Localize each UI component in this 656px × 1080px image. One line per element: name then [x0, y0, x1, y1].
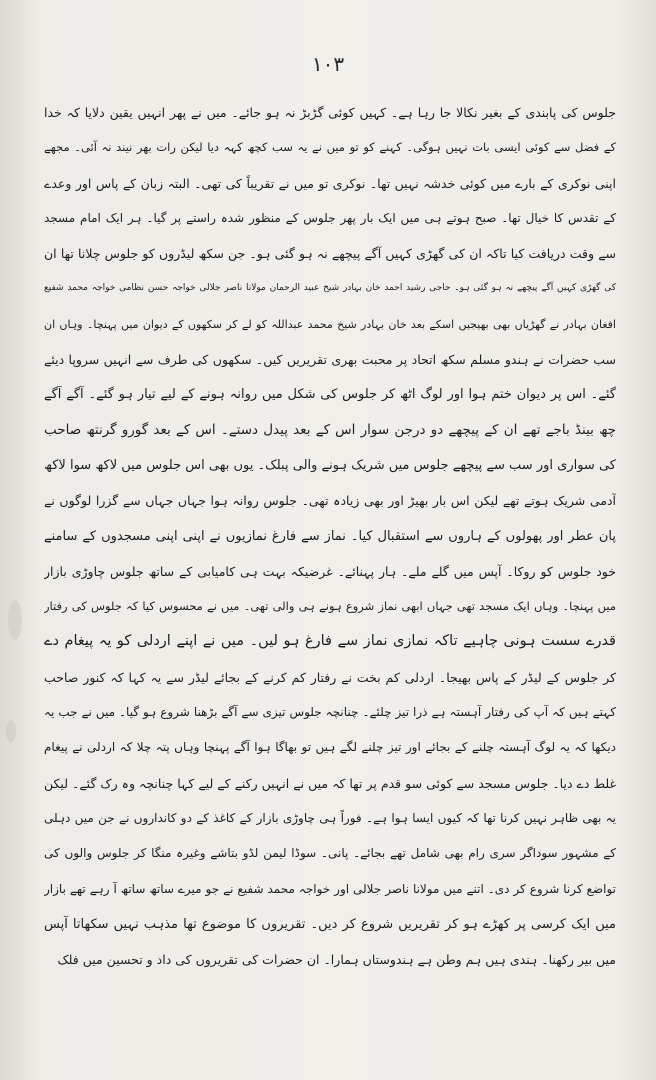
text-line: جلوس کی پابندی کے بغیر نکالا جا رہا ہے۔ کہیں کوئی گڑبڑ نہ ہو جائے۔ میں نے پھر انہیں یقین دلایا کہ خدا — [44, 105, 616, 120]
text-line: کہتے ہیں کہ آپ کی رفتار آہستہ ہے ذرا تیز چلئے۔ چنانچہ جلوس تیزی سے آگے بڑھنا شروع ہو گیا۔ میں نے جب یہ — [44, 705, 616, 720]
text-line: کے فضل سے کوئی ایسی بات نہیں ہوگی۔ کہنے کو تو میں نے یہ سب کچھ کہہ دیا لیکن رات بھر نیند نہ آئی۔ مجھے — [44, 140, 616, 155]
body-text — [44, 95, 616, 977]
text-line: کر جلوس کے لیڈر کے پاس بھیجا۔ اردلی کم بخت نے رفتار کم کرنے کے بجائے لیڈر سے یہ کہا کہ کنور صاحب — [44, 669, 616, 685]
text-line: چھ بینڈ باجے تھے ان کے پیچھے دو درجن سوار اس کے بعد پیدل دستے۔ اس کے بعد گورو گرنتھ صاحب — [44, 421, 616, 438]
text-line: کی گھڑی کہیں آگے پیچھے نہ ہو گئی ہو۔ حاجی رشید احمد خان بہادر شیخ عبید الرحمان مولانا ناصر جلالی خواجہ حسن نظامی خواجہ محمد شفیع — [44, 283, 616, 294]
text-line: یہ بھی ظاہر نہیں کرنا تھا کہ کیوں ایسا ہوا ہے۔ فوراً ہی چاوڑی بازار کے کاغذ کے دو کانداروں نے جن میں دہلی — [44, 810, 616, 825]
paper-stain — [8, 600, 22, 640]
text-line: سے وقت دریافت کیا تاکہ ان کی گھڑی کہیں آگے پیچھے نہ ہو گئی ہو۔ جن سکھ لیڈروں کو جلوس چلانا تھا ان — [44, 246, 616, 262]
text-line: گئے۔ اس پر دیوان ختم ہوا اور لوگ اٹھ کر جلوس کی شکل میں روانہ ہونے کے لیے تیار ہو گئے۔ آگے آگے — [44, 387, 616, 403]
text-line: قدرے سست ہونی چاہیے تاکہ نمازی نماز سے فارغ ہو لیں۔ میں نے اپنے اردلی کو یہ پیغام دے — [44, 633, 616, 650]
text-line: افغان بہادر نے گھڑیاں بھی بھیجیں اسکے بعد خان بہادر شیخ محمد عبداللہ کو لے کر سکھوں کے دیوان میں پہنچا۔ وہاں ان — [44, 317, 616, 331]
page-number: ۱۰۳ — [311, 52, 345, 76]
text-line: اپنی نوکری کے بارے میں کوئی خدشہ نہیں تھا۔ نوکری تو میں نے تقریباً کی تھی۔ البتہ زبان کے پاس اور وعدے — [44, 175, 616, 191]
text-line: آدمی شریک ہوتے تھے لیکن اس بار بھیڑ اور بھی زیادہ تھی۔ جلوس روانہ ہوا جہاں جہاں سے گزرا لوگوں نے — [44, 493, 616, 509]
text-line: سب حضرات نے ہندو مسلم سکھ اتحاد پر محبت بھری تقریریں کیں۔ سکھوں کی طرف سے انہیں سروپا دیئے — [44, 352, 616, 368]
text-line: دیکھا کہ یہ لوگ آہستہ چلنے کے بجائے اور تیز چلنے لگے ہیں تو بھاگا ہوا آگے پہنچا وہاں پتہ چلا کہ اردلی نے پیغام — [44, 740, 616, 755]
paper-stain — [6, 720, 16, 742]
text-line: غلط دے دیا۔ جلوس مسجد سے کوئی سو قدم پر تھا کہ میں نے انہیں رکنے کے لیے کہا چنانچہ وہ رک گئے۔ لیکن — [44, 775, 616, 791]
text-line: خود جلوس کو روکا۔ آپس میں گلے ملے۔ ہار پہنائے۔ غرضیکہ بہت ہی کامیابی کے ساتھ جلوس چاوڑی بازار — [44, 563, 616, 579]
text-line: پان عطر اور پھولوں کے ہاروں سے استقبال کیا۔ نماز سے فارغ نمازیوں نے اپنی اپنی مسجدوں کے سامنے — [44, 528, 616, 544]
text-line: کے مشہور سوداگر سری رام بھی شامل تھے بجائے۔ پانی۔ سوڈا لیمن لڈو بتاشے وغیرہ منگا کر جلوس والوں کی — [44, 846, 616, 861]
text-line: میں بیر رکھنا۔ ہندی ہیں ہم وطن ہے ہندوستاں ہمارا۔ ان حضرات کی تقریروں کی داد و تحسین میں فلک — [57, 952, 616, 968]
text-line: میں ایک کرسی پر کھڑے ہو کر تقریریں شروع کر دیں۔ تقریروں کا موضوع تھا مذہب نہیں سکھاتا آپس — [44, 916, 616, 932]
text-line: میں پہنچا۔ وہاں ایک مسجد تھی جہاں ابھی نماز شروع ہونے ہی والی تھی۔ میں نے محسوس کیا کہ جلوس کی رفتار — [44, 599, 616, 614]
text-line: کے تقدس کا خیال تھا۔ صبح ہوتے ہی میں ایک بار پھر جلوس کے منظور شدہ راستے پر گیا۔ ہر ایک امام مسجد — [44, 210, 616, 225]
text-line: کی سواری اور سب سے پیچھے جلوس میں شریک ہونے والی پبلک۔ یوں بھی اس جلوس میں لاکھ سوا لاکھ — [44, 457, 616, 473]
text-line: تواضع کرنا شروع کر دی۔ اتنے میں مولانا ناصر جلالی اور خواجہ محمد شفیع نے جو میرے ساتھ ساتھ آ رہے تھے بازار — [44, 881, 616, 896]
